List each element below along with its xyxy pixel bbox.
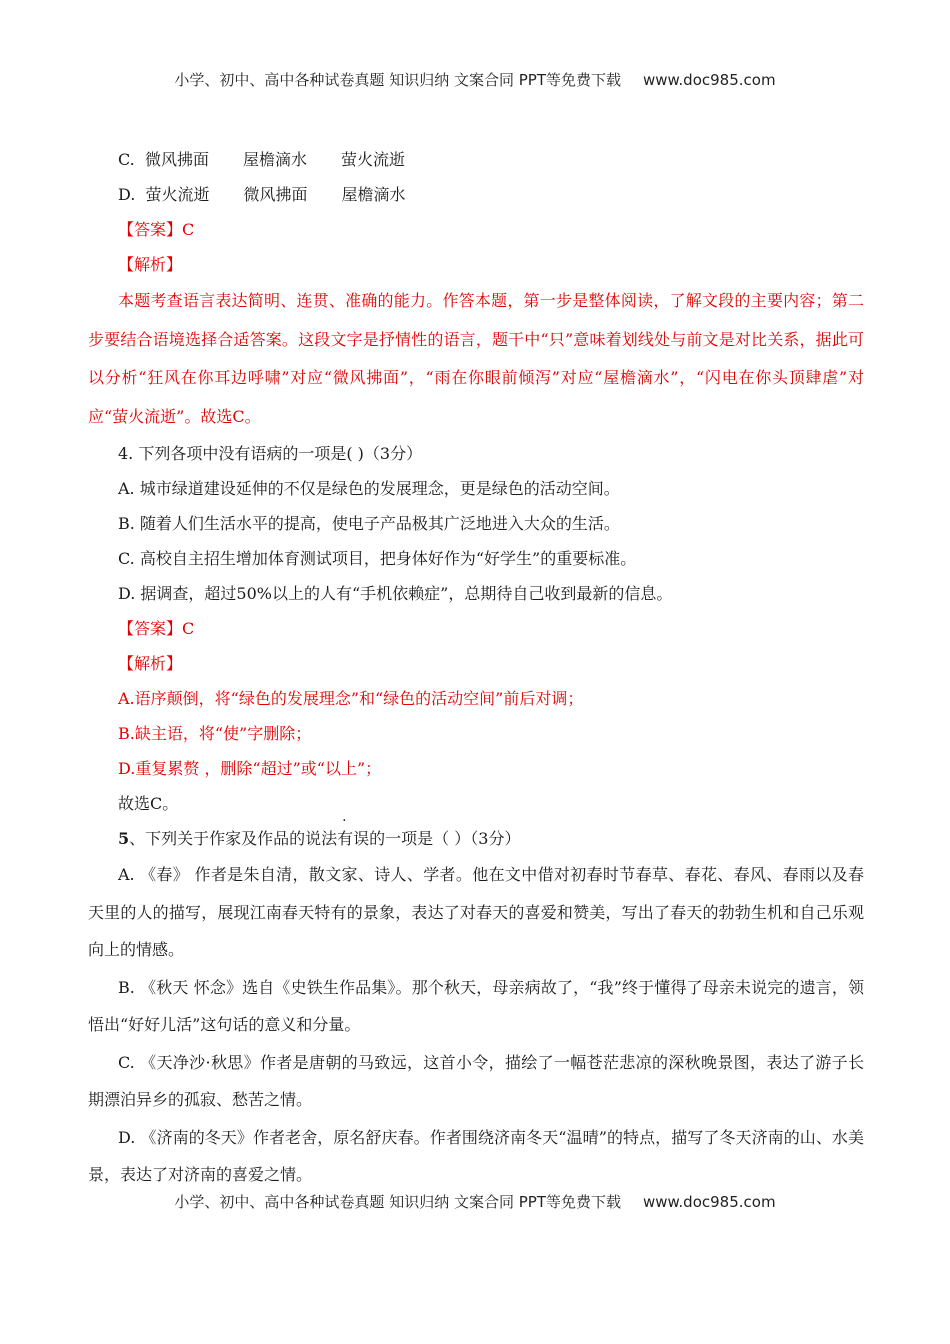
q5-option-a: A. 《春》 作者是朱自清，散文家、诗人、学者。他在文中借对初春时节春草、春花、春风、春雨以及春天里的人的描写，展现江南春天特有的景象，表达了对春天的喜爱和赞美，写出了春天的勃勃生机和自己乐观向上的情感。 (88, 865, 864, 959)
q3-option-d: D. 萤火流逝 微风拂面 屋檐滴水 (118, 185, 406, 204)
q3-analysis-label: 【解析】 (118, 255, 183, 274)
q4-option-b: B. 随着人们生活水平的提高，使电子产品极其广泛地进入大众的生活。 (118, 514, 620, 533)
footer-text: 小学、初中、高中各种试卷真题 知识归纳 文案合同 PPT等免费下载 (174, 1193, 621, 1211)
q4-analysis-b: B.缺主语，将“使”字删除； (118, 724, 312, 743)
q4-option-a: A. 城市绿道建设延伸的不仅是绿色的发展理念，更是绿色的活动空间。 (118, 479, 620, 498)
q3-analysis: 本题考查语言表达简明、连贯、准确的能力。作答本题，第一步是整体阅读，了解文段的主要内容；第二步要结合语境选择合适答案。这段文字是抒情性的语言，题干中“只”意味着划线处与前文是对比关系，据此可以分析“狂风在你耳边呼啸”对应“微风拂面”，“雨在你眼前倾泻”对应“屋檐滴水”，“闪电在你头顶肆虐”对应“萤火流逝”。故选C。 (88, 291, 864, 426)
q5-option-c: C. 《天净沙·秋思》作者是唐朝的马致远，这首小令，描绘了一幅苍茫悲凉的深秋晚景图，表达了游子长期漂泊异乡的孤寂、愁苦之情。 (88, 1052, 864, 1109)
q3-option-c: C. 微风拂面 屋檐滴水 萤火流逝 (118, 150, 405, 169)
q3-answer: 【答案】C (118, 220, 195, 239)
header-text: 小学、初中、高中各种试卷真题 知识归纳 文案合同 PPT等免费下载 (174, 71, 621, 89)
q4-option-c: C. 高校自主招生增加体育测试项目，把身体好作为“好学生”的重要标准。 (118, 549, 637, 568)
q5-option-d: D. 《济南的冬天》作者老舍，原名舒庆春。作者围绕济南冬天“温晴”的特点，描写了冬天济南的山、水美景，表达了对济南的喜爱之情。 (88, 1127, 864, 1184)
q5-option-b: B. 《秋天 怀念》选自《史铁生作品集》。那个秋天，母亲病故了，“我”终于懂得了母亲未说完的遗言，领悟出“好好儿活”这句话的意义和分量。 (88, 977, 864, 1034)
q4-conclusion: 故选C。 (118, 794, 179, 813)
q4-answer: 【答案】C (118, 619, 195, 638)
q4-stem: 4. 下列各项中没有语病的一项是( )（3分） (118, 444, 423, 463)
document-body (88, 142, 864, 1194)
emphasis-dots: 有误 (337, 829, 370, 848)
footer-url[interactable]: www.doc985.com (642, 1193, 776, 1211)
q4-option-d: D. 据调查，超过50%以上的人有“手机依赖症”，总期待自己收到最新的信息。 (118, 584, 673, 603)
page-footer (0, 1191, 950, 1212)
q5-stem: 5、下列关于作家及作品的说法有误的一项是（ ）（3分） (88, 821, 864, 856)
q4-analysis-label: 【解析】 (118, 654, 183, 673)
q4-analysis-a: A.语序颠倒，将“绿色的发展理念”和“绿色的活动空间”前后对调； (118, 689, 584, 708)
q4-analysis-d: D.重复累赘 ，删除“超过”或“以上”； (118, 759, 382, 778)
header-url[interactable]: www.doc985.com (642, 71, 776, 89)
page-header (0, 69, 950, 90)
